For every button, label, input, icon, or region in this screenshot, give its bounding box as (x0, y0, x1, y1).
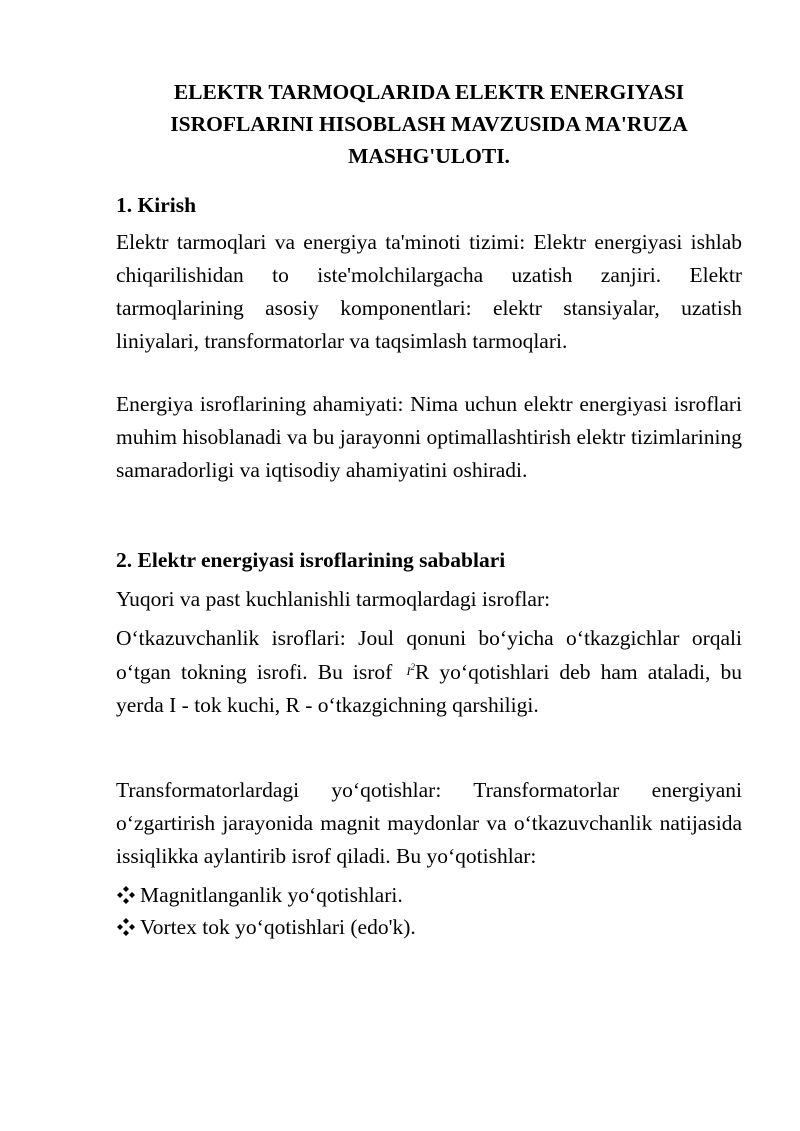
document-page (116, 76, 742, 943)
section-heading-loss-causes: 2. Elektr energiyasi isroflarining sabablari (116, 548, 506, 572)
formula-i2r (402, 660, 429, 684)
formula-exponent: 2 (410, 662, 415, 672)
paragraph-transformer-losses: Transformatorlardagi yo‘qotishlar: Transformatorlar energiyani o‘zgartirish jarayonida magnit maydonlar va o‘tkazuvchanlik natijasida issiqlikka aylantirib isrof qiladi. Bu yo‘qotishlar: (116, 778, 742, 868)
list-item-text: Magnitlanganlik yo‘qotishlari. (140, 883, 403, 907)
formula-current-symbol: $I^2$ (406, 662, 415, 678)
loss-types-list (116, 879, 742, 943)
paragraph-networks-overview: Elektr tarmoqlari va energiya ta'minoti tizimi: Elektr energiyasi ishlab chiqarilishidan to iste'molchilargacha uzatish zanjiri. Elektr tarmoqlarining asosiy komponentlari: elektr stansiyalar, uzatish liniyalari, transformatorlar va taqsimlash tarmoqlari. (116, 230, 742, 353)
section-heading-introduction: 1. Kirish (116, 193, 197, 217)
paragraph-loss-importance: Energiya isroflarining ahamiyati: Nima uchun elektr energiyasi isroflari muhim hisoblanadi va bu jarayonni optimallashtirish elektr tizimlarining samaradorligi va iqtisodiy ahamiyatini oshiradi. (116, 392, 742, 482)
paragraph-conduction-losses (116, 622, 742, 722)
list-item (116, 911, 742, 943)
list-item (116, 879, 742, 911)
conduction-text-after: yo‘qotishlari deb ham ataladi, bu yerda I - tok kuchi, R - o‘tkazgichning qarshiligi. (116, 660, 742, 717)
paragraph-voltage-losses-intro: Yuqori va past kuchlanishli tarmoqlardagi isroflar: (116, 587, 551, 611)
conduction-text-before: O‘tkazuvchanlik isroflari: Joul qonuni bo‘yicha o‘tkazgichlar orqali o‘tgan tokning isrofi. Bu isrof (116, 626, 742, 684)
formula-resistance-symbol: R (414, 660, 430, 684)
document-title: ELEKTR TARMOQLARIDA ELEKTR ENERGIYASI ISROFLARINI HISOBLASH MAVZUSIDA MA'RUZA MASHG'ULOTI. (170, 80, 688, 168)
list-item-text: Vortex tok yo‘qotishlari (edo'k). (140, 915, 416, 939)
four-diamond-bullet-icon (116, 885, 136, 905)
four-diamond-bullet-icon (116, 917, 136, 937)
